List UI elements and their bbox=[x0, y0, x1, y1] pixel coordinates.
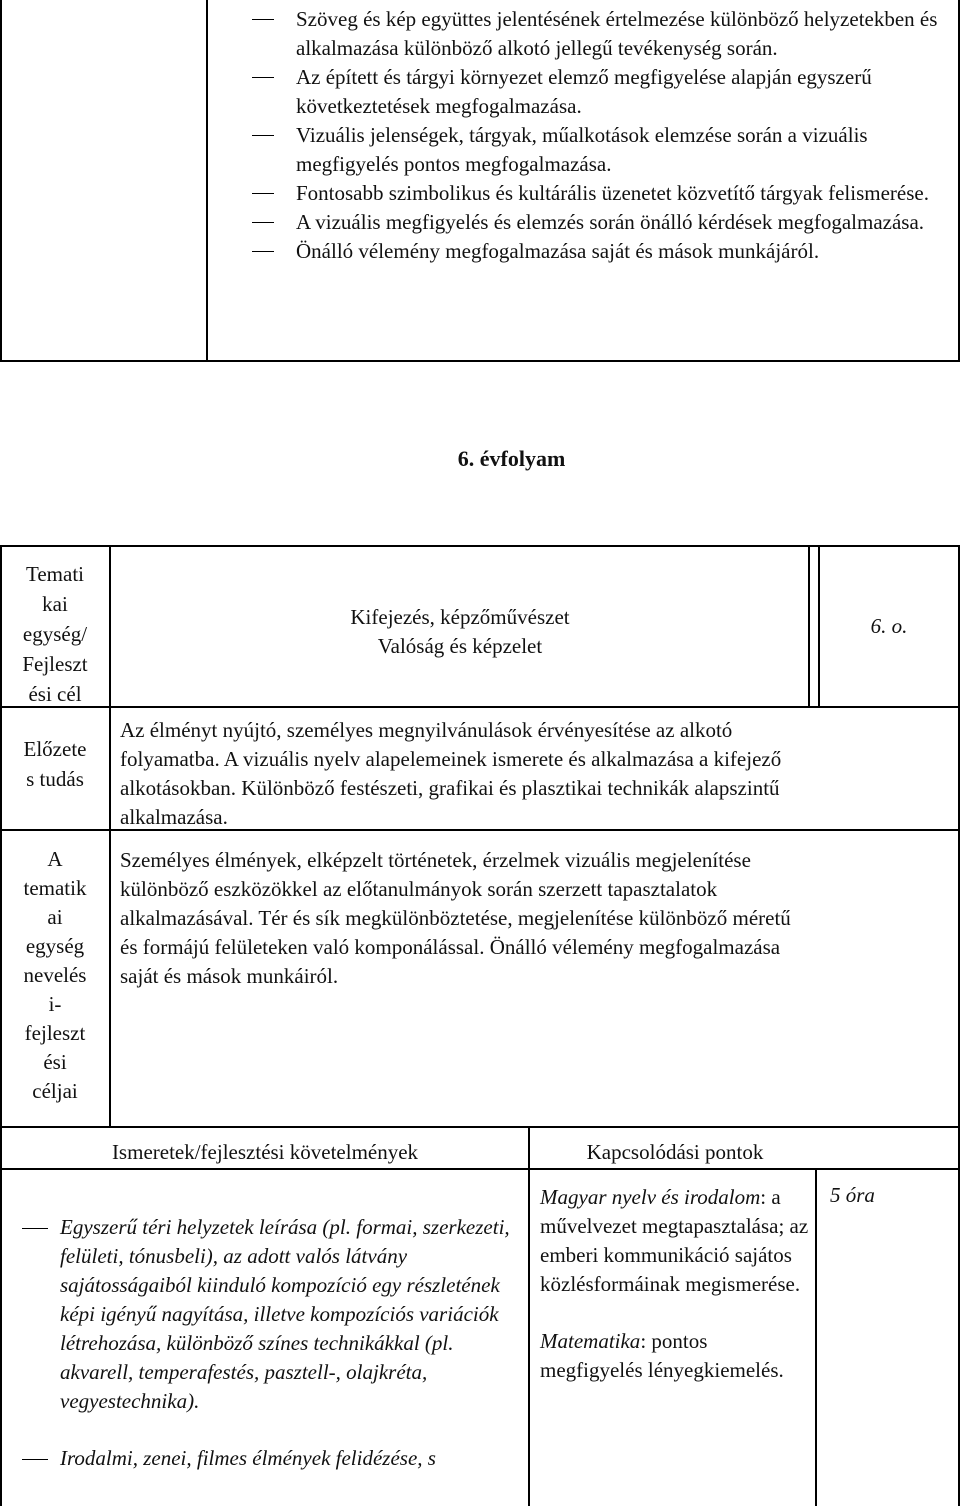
connection-item: Magyar nyelv és irodalom: a művelvezet megtapasztalása; az emberi kommunikáció sajátos közlésformáinak megismerése. bbox=[540, 1185, 809, 1296]
objectives-list bbox=[252, 5, 942, 266]
objective-item: Szöveg és kép együttes jelentésének értelmezése különböző helyzetekben és alkalmazása különböző alkotó jellegű tevékenység során. bbox=[252, 5, 942, 63]
dash-icon bbox=[22, 1228, 48, 1229]
dash-icon bbox=[252, 251, 274, 252]
dash-icon bbox=[252, 222, 274, 223]
header-requirements: Ismeretek/fejlesztési követelmények bbox=[111, 1140, 419, 1164]
unit-hours: 6. o. bbox=[870, 614, 908, 638]
objective-item: Az épített és tárgyi környezet elemző megfigyelése alapján egyszerű következtetések megfogalmazása. bbox=[252, 63, 942, 121]
req-hours: 5 óra bbox=[830, 1183, 875, 1207]
connection-item: Matematika: pontos megfigyelés lényegkiemelés. bbox=[540, 1329, 784, 1382]
connections bbox=[540, 1183, 810, 1385]
label-goals: A tematik ai egység nevelés i- fejleszt ési céljai bbox=[23, 847, 87, 1103]
unit-title bbox=[112, 603, 808, 661]
objective-item: Fontosabb szimbolikus és kultárális üzenetet közvetítő tárgyak felismerése. bbox=[252, 179, 942, 208]
unit-title-sub: Valóság és képzelet bbox=[377, 634, 543, 658]
label-prior: Előzete s tudás bbox=[23, 737, 87, 791]
objective-item: A vizuális megfigyelés és elemzés során önálló kérdések megfogalmazása. bbox=[252, 208, 942, 237]
goals-text: Személyes élmények, elképzelt történetek, érzelmek vizuális megjelenítése különböző eszközökkel az előtanulmányok során szerzett tapasztalatok alkalmazásával. Tér és sík megkülönböztetése, megjelenítése különböző méretű és formájú felületeken való komponálással. Önálló vélemény megfogalmazása saját és mások munkáiról. bbox=[120, 848, 791, 988]
prior-text: Az élményt nyújtó, személyes megnyilvánulások érvényesítése az alkotó folyamatba. A vizuális nyelv alapelemeinek ismerete és alkalmazása a kifejező alkotásokban. Különböző festészeti, grafikai és plasztikai technikák alapszintű alkalmazása. bbox=[120, 718, 782, 829]
dash-icon bbox=[252, 135, 274, 136]
grade-heading: 6. évfolyam bbox=[457, 446, 566, 471]
dash-icon bbox=[252, 77, 274, 78]
dash-icon bbox=[22, 1459, 48, 1460]
header-connections: Kapcsolódási pontok bbox=[586, 1140, 764, 1164]
unit-title-main: Kifejezés, képzőművészet bbox=[350, 605, 570, 629]
dash-icon bbox=[252, 193, 274, 194]
objective-item: Vizuális jelenségek, tárgyak, műalkotások elemzése során a vizuális megfigyelés pontos megfogalmazása. bbox=[252, 121, 942, 179]
requirements-list bbox=[22, 1213, 517, 1473]
label-unit: Temati kai egység/ Fejleszt ési cél bbox=[22, 562, 88, 706]
dash-icon bbox=[252, 19, 274, 20]
requirement-item: Egyszerű téri helyzetek leírása (pl. formai, szerkezeti, felületi, tónusbeli), az adott valós látvány sajátosságaiból kiinduló kompozíció egy részletének képi igényű nagyítása, illetve kompozíciós variációk létrehozása, különböző színes technikákkal (pl. akvarell, temperafestés, pasztell-, olajkréta, vegyestechnika). bbox=[22, 1213, 517, 1416]
requirement-item: Irodalmi, zenei, filmes élmények felidézése, s bbox=[22, 1444, 517, 1473]
objective-item: Önálló vélemény megfogalmazása saját és mások munkájáról. bbox=[252, 237, 942, 266]
